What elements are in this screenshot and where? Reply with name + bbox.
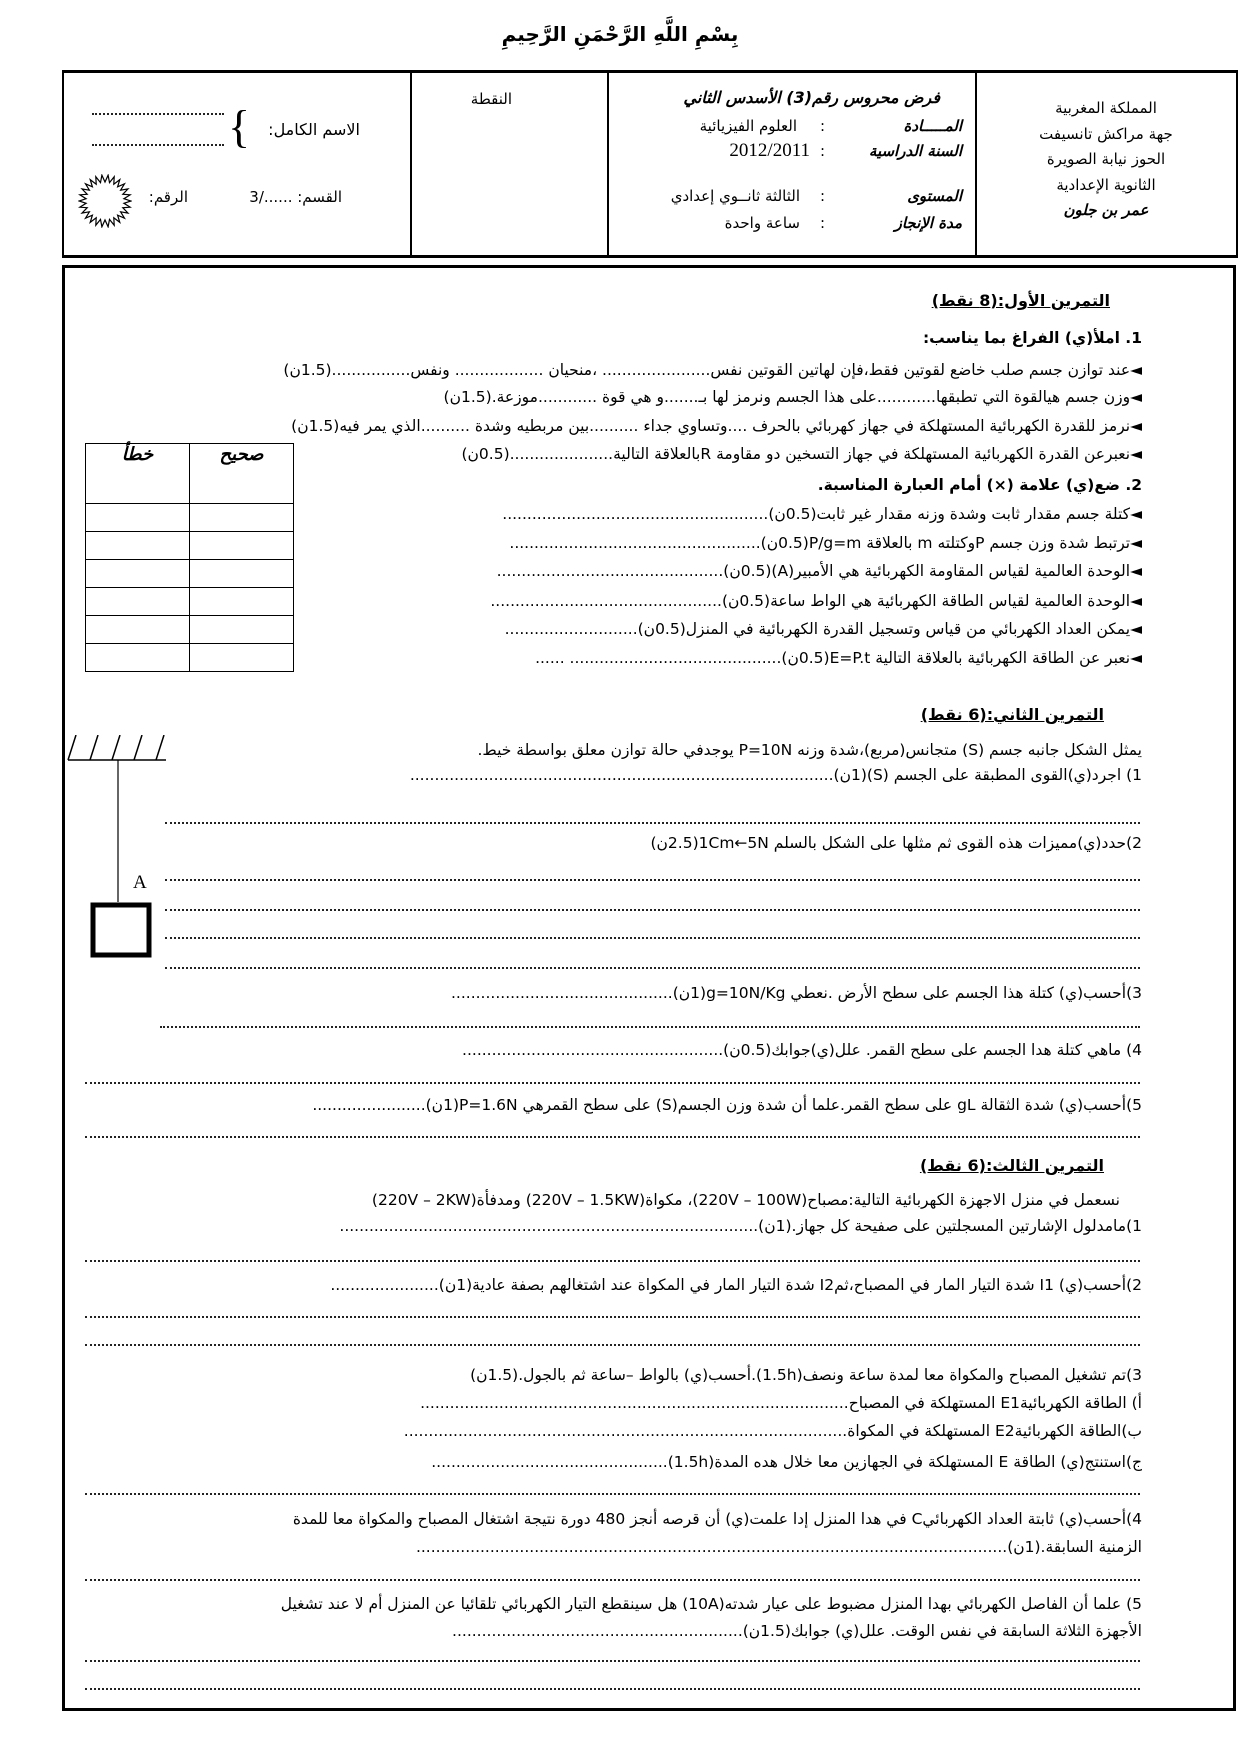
colon: : — [819, 214, 825, 232]
class-label: القسم: ....../3 — [249, 188, 342, 206]
ex3-intro: نسعمل في منزل الاجهزة الكهربائية التالية:مصباح(220V – 100W)، مكواة(220V – 1.5KW) ومدفأة(220V – 2KW) — [371, 1191, 1120, 1209]
subject-value: العلوم الفيزيائية — [699, 117, 797, 135]
divider — [410, 70, 412, 255]
school-name: عمر بن جلون — [1063, 201, 1149, 219]
ex2-intro: يمثل الشكل جانبه جسم (S) متجانس(مربع)،شدة وزنه P=10N يوجدفي حالة توازن معلق بواسطة خيط. — [477, 741, 1142, 759]
answer-cell[interactable] — [190, 588, 294, 616]
fill-item: ◄وزن جسم هيالقوة التي تطبقها............على هذا الجسم ونرمز لها بـ.......و هي قوة ............موزعة.(1.5ن) — [443, 388, 1142, 406]
point-a-label: A — [133, 872, 147, 893]
answer-cell[interactable] — [86, 504, 190, 532]
ceiling-hatch — [68, 735, 166, 760]
ex1-title: التمرين الأول:(8 نقط) — [931, 291, 1110, 310]
ex2-q4: 4) ماهي كتلة هدا الجسم على سطح القمر. علل(ي)جوابك(0.5ن)..................................................... — [462, 1041, 1142, 1059]
institution-line: الحوز نيابة الصويرة — [1046, 150, 1166, 168]
exam-title: فرض محروس رقم(3) الأسدس الثاني — [683, 88, 940, 107]
level-label: المستوى — [907, 187, 962, 205]
answer-line[interactable] — [85, 1260, 1140, 1262]
answer-line[interactable] — [85, 1316, 1140, 1318]
ex3-q3: 3)تم تشغيل المصباح والمكواة معا لمدة ساعة ونصف(1.5h).أحسب(ي) بالواط –ساعة ثم بالجول.(1.5ن) — [470, 1366, 1142, 1384]
grade-label: النقطة — [470, 90, 512, 108]
ex1-q1: 1. املأ(ي) الفراغ بما يناسب: — [922, 329, 1142, 347]
answer-cell[interactable] — [86, 532, 190, 560]
answer-line[interactable] — [160, 1026, 1140, 1028]
ex3-q5: 5) علما أن الفاصل الكهربائي بهدا المنزل مضبوط على عيار شدته(10A) هل سينقطع التيار الكهربائي تلقائيا عن المنزل أم لا عند تشغيل — [280, 1595, 1142, 1613]
basmala: بِسْمِ اللَّهِ الرَّحْمَنِ الرَّحِيمِ — [501, 22, 739, 46]
answer-cell[interactable] — [190, 532, 294, 560]
ex3-q1: 1)مامدلول الإشارتين المسجلتين على صفيحة كل جهاز.(1ن)..................................................................................... — [339, 1217, 1142, 1235]
answer-line[interactable] — [85, 1082, 1140, 1084]
institution-line: المملكة المغربية — [1055, 99, 1157, 117]
institution-line: الثانوية الإعدادية — [1056, 175, 1156, 194]
ex3-q2: 2)أحسب(ي) I1 شدة التيار المار في المصباح،ثمI2 شدة التيار المار في المكواة عند اشتغالهم بصفة عادية(1ن)...................... — [330, 1276, 1142, 1294]
duration-value: ساعة واحدة — [724, 214, 800, 232]
colon: : — [819, 117, 825, 135]
name-field[interactable] — [92, 144, 224, 146]
answer-cell[interactable] — [86, 588, 190, 616]
answer-cell[interactable] — [190, 616, 294, 644]
ex1-q2: 2. ضع(ي) علامة (×) أمام العبارة المناسبة. — [817, 476, 1142, 494]
year-value: 2012/2011 — [729, 140, 810, 161]
ex3-q3c: ج)استنتج(ي) الطاقة E المستهلكة في الجهازين معا خلال هده المدة(1.5h)................................................ — [431, 1453, 1142, 1471]
tf-item: ◄يمكن العداد الكهربائي من قياس وتسجيل القدرة الكهربائية في المنزل(0.5ن)........................... — [504, 620, 1142, 638]
answer-line[interactable] — [165, 822, 1140, 824]
answer-cell[interactable] — [190, 560, 294, 588]
duration-label: مدة الإنجاز — [894, 214, 962, 232]
ex3-q3a: أ) الطاقة الكهربائيةE1 المستهلكة في المصباح....................................................................................... — [420, 1394, 1142, 1412]
answer-line[interactable] — [165, 909, 1140, 911]
subject-label: المـــــادة — [903, 117, 962, 135]
answer-line[interactable] — [165, 937, 1140, 939]
true-false-table — [85, 443, 294, 672]
answer-cell[interactable] — [86, 644, 190, 672]
ex3-q4-cont: الزمنية السابقة.(1ن)........................................................................................................................ — [415, 1538, 1142, 1556]
tf-item: ◄نعبر عن الطاقة الكهربائية بالعلاقة التالية E=P.t(0.5ن)........................................... ...... — [535, 649, 1142, 667]
wrong-header: خطأ — [86, 444, 190, 504]
number-label: الرقم: — [148, 188, 188, 206]
institution-block — [977, 96, 1235, 224]
year-label: السنة الدراسية — [868, 142, 962, 160]
answer-line[interactable] — [85, 1136, 1140, 1138]
ex2-q5: 5)أحسب(ي) شدة الثقالة gL على سطح القمر.علما أن شدة وزن الجسم(S) على سطح القمرهي P=1.6N(1ن)....................... — [312, 1096, 1142, 1114]
ex3-q4: 4)أحسب(ي) ثابتة العداد الكهربائيC في هدا المنزل إدا علمت(ي) أن قرصه أنجز 480 دورة نتيجة اشتغال المصباح والمكواة معا للمدة — [292, 1510, 1142, 1528]
starburst-icon — [78, 174, 132, 228]
correct-header: صحيح — [190, 444, 294, 504]
institution-line: جهة مراكش تانسيفت — [1039, 124, 1173, 143]
fill-item: ◄نعبرعن القدرة الكهربائية المستهلكة في جهاز التسخين دو مقاومة Rبالعلاقة التالية.....................(0.5ن) — [461, 445, 1142, 463]
tf-item: ◄كتلة جسم مقدار ثابت وشدة وزنه مقدار غير ثابت(0.5ن)...................................................... — [502, 505, 1142, 523]
fill-item: ◄عند توازن جسم صلب خاضع لقوتين فقط،فإن لهاتين القوتين نفس...................... ،منحيان .................. ونفس................(1.5ن) — [283, 361, 1142, 379]
level-value: الثالثة ثانــوي إعدادي — [670, 187, 800, 205]
answer-line[interactable] — [165, 879, 1140, 881]
name-field[interactable] — [92, 113, 224, 115]
fullname-label: الاسم الكامل: — [268, 120, 360, 139]
divider — [607, 70, 609, 255]
answer-line[interactable] — [85, 1493, 1140, 1495]
ex3-q3b: ب)الطاقة الكهربائيةE2 المستهلكة في المكواة.......................................................................................... — [403, 1422, 1142, 1440]
answer-line[interactable] — [85, 1579, 1140, 1581]
answer-line[interactable] — [85, 1660, 1140, 1662]
tf-item: ◄الوحدة العالمية لقياس المقاومة الكهربائية هي الأمبير(A)(0.5ن).............................................. — [496, 562, 1142, 580]
fill-item: ◄نرمز للقدرة الكهربائية المستهلكة في جهاز كهربائي بالحرف ....وتساوي جداء ..........بين مربطيه وشدة ..........الذي يمر فيه(1.5ن) — [291, 417, 1142, 435]
answer-line[interactable] — [85, 1344, 1140, 1346]
ex2-q2: 2)حدد(ي)مميزات هذه القوى ثم مثلها على الشكل بالسلم 1Cm←5N(2.5ن) — [650, 834, 1142, 852]
answer-line[interactable] — [165, 967, 1140, 969]
brace-icon: { — [228, 101, 251, 152]
answer-cell[interactable] — [86, 616, 190, 644]
ex2-q3: 3)أحسب(ي) كتلة هذا الجسم على سطح الأرض .نعطي g=10N/Kg(1ن)............................................. — [451, 984, 1142, 1002]
answer-cell[interactable] — [190, 644, 294, 672]
answer-cell[interactable] — [86, 560, 190, 588]
ex3-title: التمرين الثالث:(6 نقط) — [919, 1156, 1104, 1175]
body-square — [93, 905, 149, 955]
answer-cell[interactable] — [190, 504, 294, 532]
tf-item: ◄ترتبط شدة وزن جسم Pوكتلته m بالعلاقة P/g=m(0.5ن)................................................... — [509, 534, 1142, 552]
ex2-q1: 1) اجرد(ي)القوى المطبقة على الجسم (S)(1ن)...................................................................................... — [409, 766, 1142, 784]
colon: : — [819, 142, 825, 160]
suspended-body-figure — [62, 735, 192, 965]
answer-line[interactable] — [85, 1688, 1140, 1690]
ex2-title: التمرين الثاني:(6 نقط) — [920, 705, 1104, 724]
colon: : — [819, 187, 825, 205]
tf-item: ◄الوحدة العالمية لقياس الطاقة الكهربائية هي الواط ساعة(0.5ن)............................................... — [490, 592, 1142, 610]
ex3-q5-cont: الأجهزة الثلاثة السابقة في نفس الوقت. علل(ي) جوابك(1.5ن)........................................................... — [452, 1622, 1142, 1640]
